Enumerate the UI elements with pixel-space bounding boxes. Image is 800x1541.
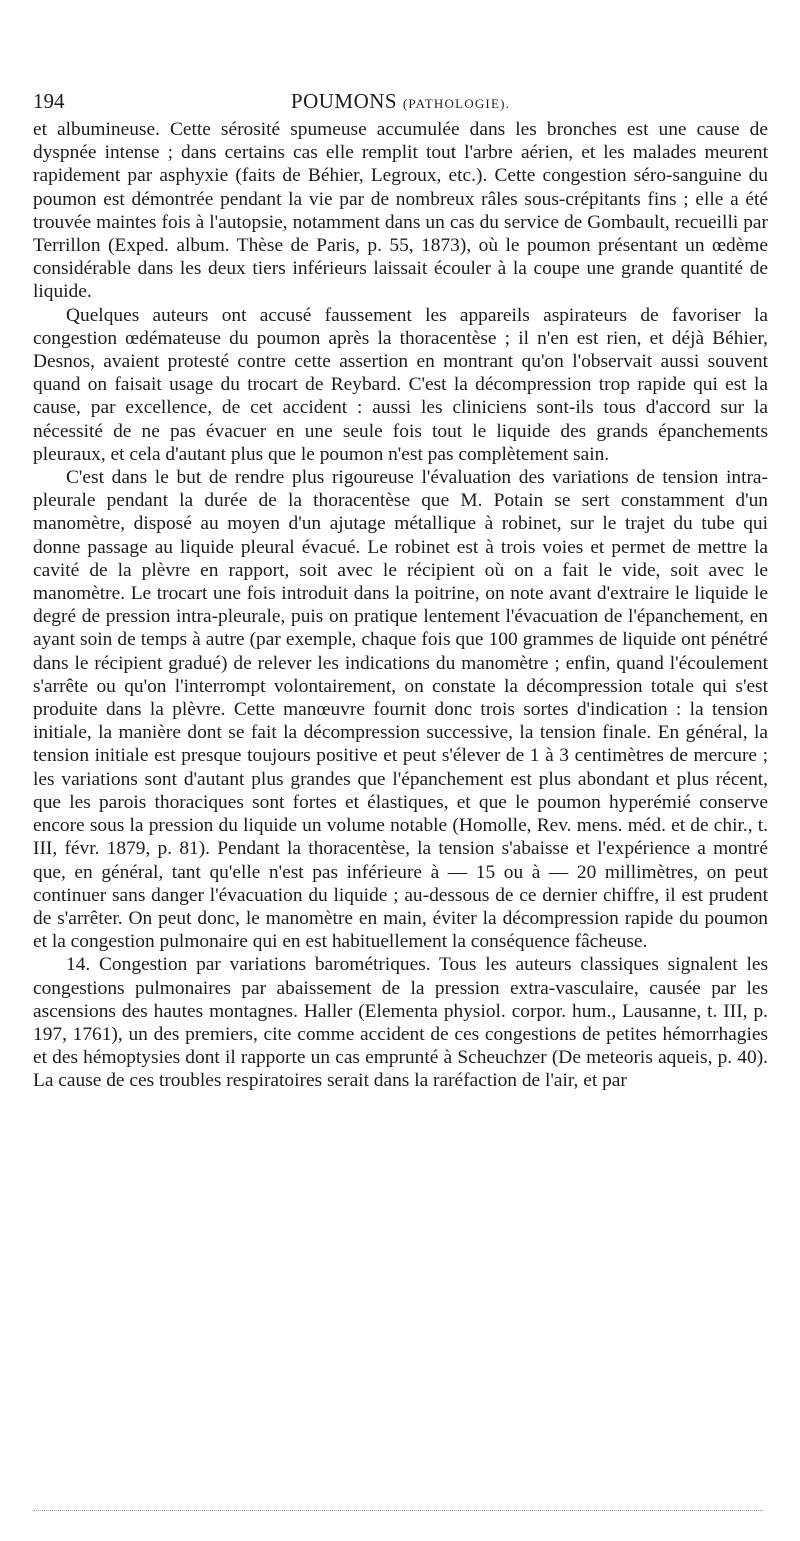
running-title [33, 86, 768, 119]
footer-dotted-rule [33, 1510, 763, 1511]
body-text [33, 118, 768, 1093]
paragraph-section-14: 14. Congestion par variations barométriques. Tous les auteurs classiques signalent les congestions pulmonaires par abaissement de la pression extra-vasculaire, causée par les ascensions des hautes montagnes. Haller (Elementa physiol. corpor. hum., Lausanne, t. III, p. 197, 1761), un des premiers, cite comme accident de ces congestions de petites hémorrhagies et des hémoptysies dont il rapporte un cas emprunté à Scheuchzer (De meteoris aqueis, p. 40). La cause de ces troubles respiratoires serait dans la raréfaction de l'air, et par [33, 954, 768, 1092]
paragraph: C'est dans le but de rendre plus rigoureuse l'évaluation des variations de tension intra-pleurale pendant la durée de la thoracentèse que M. Potain se sert constamment d'un manomètre, disposé au moyen d'un ajutage métallique à robinet, sur le trajet du tube qui donne passage au liquide pleural évacué. Le robinet est à trois voies et permet de mettre la cavité de la plèvre en rapport, soit avec le récipient où on a fait le vide, soit avec le manomètre. Le trocart une fois introduit dans la poitrine, on note avant d'extraire le liquide le degré de pression intra-pleurale, puis on pratique lentement l'évacuation de l'épanchement, en ayant soin de temps à autre (par exemple, chaque fois que 100 grammes de liquide ont pénétré dans le récipient gradué) de relever les indications du manomètre ; enfin, quand l'écoulement s'arrête ou qu'on l'interrompt volontairement, on constate la décompression totale qui s'est produite dans la plèvre. Cette manœuvre fournit donc trois sortes d'indication : la tension initiale, la manière dont se fait la décompression successive, la tension finale. En général, la tension initiale est presque toujours positive et peut s'élever de 1 à 3 centimètres de mercure ; les variations sont d'autant plus grandes que l'épanchement est plus abondant et plus récent, que les parois thoraciques sont fortes et élastiques, et que le poumon hyperémié conserve encore sous la pression du liquide un volume notable (Homolle, Rev. mens. méd. et de chir., t. III, févr. 1879, p. 81). Pendant la thoracentèse, la tension s'abaisse et l'expérience a montré que, en général, tant qu'elle n'est pas inférieure à — 15 ou à — 20 millimètres, on peut continuer sans danger l'évacuation du liquide ; au-dessous de ce dernier chiffre, il est prudent de s'arrêter. On peut donc, le manomètre en main, éviter la décompression rapide du poumon et la congestion pulmonaire qui en est habituellement la conséquence fâcheuse. [33, 467, 768, 953]
running-title-sub: (PATHOLOGIE). [402, 96, 511, 111]
page-header [33, 86, 768, 116]
running-title-main: POUMONS [290, 89, 398, 113]
page-number: 194 [33, 89, 65, 113]
paragraph: Quelques auteurs ont accusé faussement les appareils aspirateurs de favoriser la congestion œdémateuse du poumon après la thoracentèse ; il n'en est rien, et déjà Béhier, Desnos, avaient protesté contre cette assertion en montrant qu'on l'observait aussi souvent quand on faisait usage du trocart de Reybard. C'est la décompression trop rapide qui est la cause, par excellence, de cet accident : aussi les cliniciens sont-ils tous d'accord sur la nécessité de ne pas évacuer en une seule fois tout le liquide des grands épanchements pleuraux, et cela d'autant plus que le poumon n'est pas complètement sain. [33, 304, 768, 465]
paragraph-continued: et albumineuse. Cette sérosité spumeuse accumulée dans les bronches est une cause de dyspnée intense ; dans certains cas elle remplit tout l'arbre aérien, et les malades meurent rapidement par asphyxie (faits de Béhier, Legroux, etc.). Cette congestion séro-sanguine du poumon est démontrée pendant la vie par de nombreux râles sous-crépitants fins ; elle a été trouvée maintes fois à l'autopsie, notamment dans un cas du service de Gombault, recueilli par Terrillon (Exped. album. Thèse de Paris, p. 55, 1873), où le poumon présentant un œdème considérable dans les deux tiers inférieurs laissait écouler à la coupe une grande quantité de liquide. [33, 119, 768, 303]
